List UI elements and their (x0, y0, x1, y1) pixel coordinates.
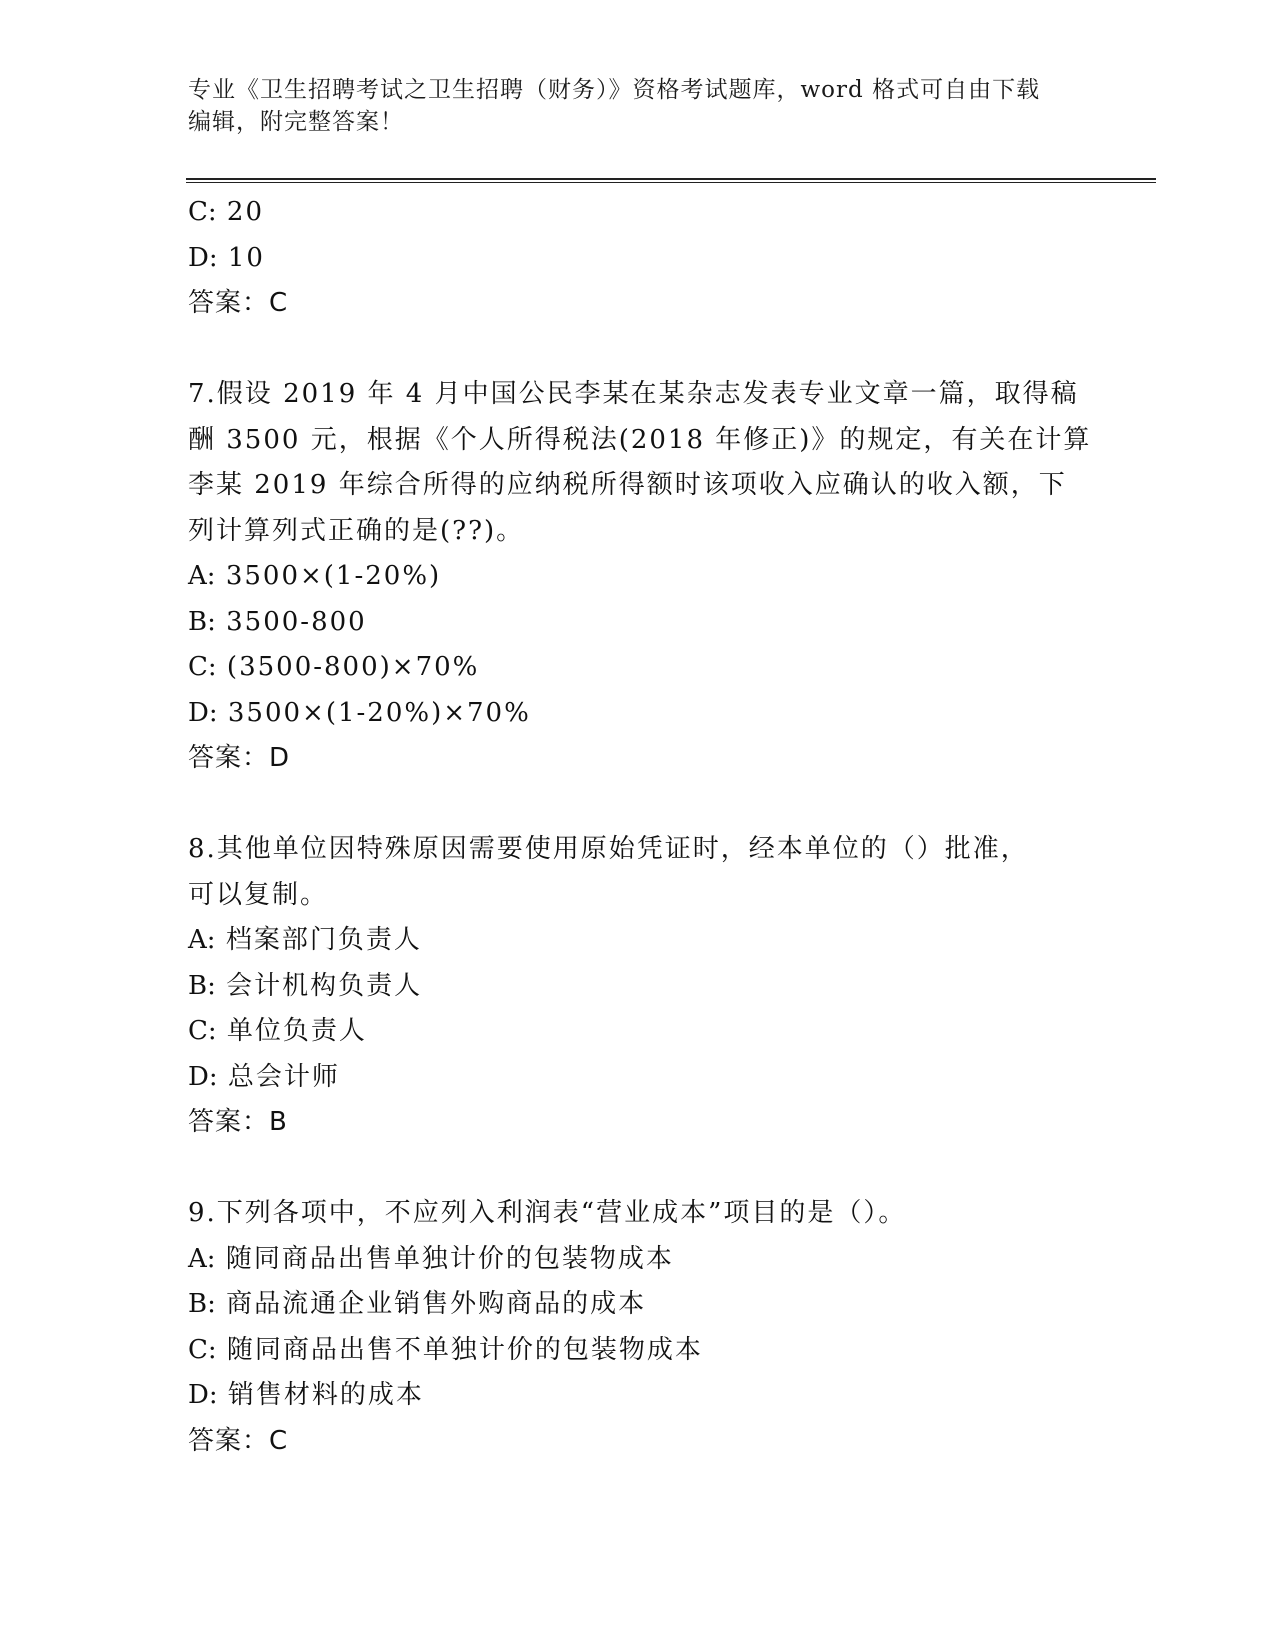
option-c (188, 645, 1088, 691)
option-text: 商品流通企业销售外购商品的成本 (226, 1289, 647, 1319)
option-prefix: D: (188, 1061, 218, 1092)
option-prefix: A: (188, 561, 216, 591)
option-prefix: B: (188, 606, 216, 637)
option-b (188, 600, 1088, 646)
question-9 (188, 1191, 1088, 1464)
spacer (188, 782, 1088, 828)
option-prefix: D: (188, 697, 218, 728)
question-text-line: 李某 2019 年综合所得的应纳税所得额时该项收入应确认的收入额，下 (188, 470, 1067, 500)
option-c (188, 1009, 1088, 1055)
option-prefix: C: (188, 1334, 217, 1365)
option-prefix: C: (188, 652, 217, 682)
question-text-line: 8.其他单位因特殊原因需要使用原始凭证时，经本单位的（）批准， (188, 834, 1029, 864)
option-a (188, 1237, 1088, 1283)
question-8 (188, 827, 1088, 1146)
option-prefix: C: (188, 197, 217, 227)
option-prefix: A: (188, 925, 216, 955)
option-text: 3500-800 (226, 606, 367, 637)
option-text: 会计机构负责人 (226, 970, 423, 1001)
question-text-line: 可以复制。 (188, 879, 329, 910)
spacer (188, 1146, 1088, 1192)
option-b (188, 964, 1088, 1010)
option-text: 销售材料的成本 (227, 1380, 424, 1410)
answer: 答案：C (188, 288, 289, 318)
question-text-line: 列计算列式正确的是(??)。 (188, 515, 525, 546)
option-d (188, 236, 1088, 282)
option-text: (3500-800)×70% (226, 652, 480, 682)
option-text: 单位负责人 (226, 1016, 367, 1046)
question-text-line: 9.下列各项中，不应列入利润表“营业成本”项目的是（）。 (188, 1198, 907, 1228)
header-line-2: 编辑，附完整答案！ (188, 109, 404, 135)
option-prefix: D: (188, 242, 218, 273)
option-text: 随同商品出售不单独计价的包装物成本 (226, 1334, 703, 1365)
prev-question (188, 190, 1088, 327)
option-b (188, 1282, 1088, 1328)
header-divider (186, 178, 1156, 183)
option-prefix: A: (188, 1243, 216, 1274)
option-a (188, 554, 1088, 600)
question-text-line: 7.假设 2019 年 4 月中国公民李某在某杂志发表专业文章一篇，取得稿 (188, 379, 1079, 409)
option-a (188, 918, 1088, 964)
answer: 答案：D (188, 743, 291, 773)
option-text: 10 (227, 242, 265, 273)
option-text: 3500×(1-20%)×70% (227, 697, 531, 728)
option-text: 档案部门负责人 (225, 925, 422, 955)
option-text: 总会计师 (227, 1061, 340, 1092)
question-content (188, 190, 1092, 1464)
option-prefix: B: (188, 1289, 216, 1319)
option-d (188, 1373, 1088, 1419)
option-c (188, 1328, 1088, 1374)
option-text: 3500×(1-20%) (225, 561, 442, 591)
option-text: 20 (226, 197, 265, 227)
spacer (188, 327, 1088, 373)
option-prefix: D: (188, 1380, 218, 1410)
answer: 答案：B (188, 1107, 288, 1137)
header-line-1: 专业《卫生招聘考试之卫生招聘（财务）》资格考试题库，word 格式可自由下载 (188, 77, 1041, 103)
option-c (188, 190, 1088, 236)
option-text: 随同商品出售单独计价的包装物成本 (225, 1243, 674, 1274)
option-d (188, 1055, 1088, 1101)
document-header (188, 74, 1088, 138)
question-7 (188, 372, 1092, 782)
option-prefix: C: (188, 1016, 217, 1046)
answer: 答案：C (188, 1425, 289, 1456)
option-d (188, 691, 1088, 737)
option-prefix: B: (188, 970, 216, 1001)
question-text-line: 酬 3500 元，根据《个人所得税法(2018 年修正)》的规定，有关在计算 (188, 424, 1092, 455)
